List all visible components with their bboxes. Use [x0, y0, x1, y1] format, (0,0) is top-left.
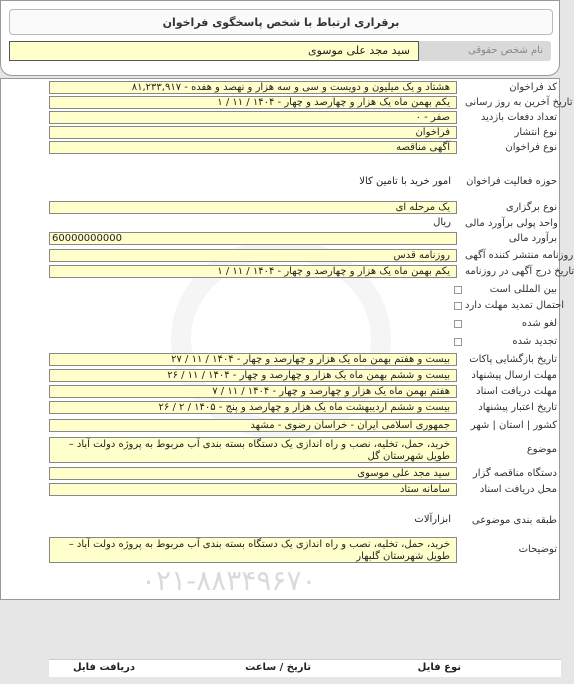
field-checkbox[interactable]	[454, 320, 462, 328]
field-row	[1, 300, 565, 311]
field-label: تاریخ درج آگهی در روزنامه	[465, 266, 574, 277]
field-value: ریال	[433, 217, 451, 228]
field-label: لغو شده	[521, 318, 557, 329]
field-label: حوزه فعالیت فراخوان	[466, 176, 557, 187]
field-row	[1, 337, 561, 347]
field-label: موضوع	[526, 444, 557, 455]
field-value: خرید، حمل، تخلیه، نصب و راه اندازی یک دستگاه بسته بندی آب مربوط به پروژه دولت آباد – طویل شهرستان گلبهار	[49, 537, 457, 563]
field-value: امور خرید با تامین کالا	[359, 176, 451, 187]
attachments-header	[49, 659, 561, 677]
contact-card-title: برقراری ارتباط با شخص پاسخگوی فراخوان	[9, 9, 553, 35]
field-label: روزنامه منتشر کننده آگهی	[465, 250, 574, 261]
field-value: ۰ - صفر	[49, 111, 457, 124]
field-value: ۷ / ۱۱ / ۱۴۰۴ - هفتم بهمن ماه یک هزار و چهارصد و چهار	[49, 385, 457, 398]
field-row	[1, 232, 561, 245]
field-value: 60000000000	[49, 232, 457, 245]
watermark-phone: ۰۲۱-۸۸۳۴۹۶۷۰	[141, 564, 317, 597]
field-value: ابزارآلات	[414, 514, 451, 525]
field-row	[1, 249, 574, 262]
field-label: واحد پولی برآورد مالی	[465, 218, 558, 229]
field-row	[1, 437, 561, 463]
field-label: نوع انتشار	[514, 127, 557, 138]
field-value: سامانه ستاد	[49, 483, 457, 496]
field-row	[1, 167, 561, 197]
field-label: نوع برگزاری	[505, 202, 557, 213]
download-header: دریافت فایل	[73, 662, 135, 673]
field-label: تاریخ بازگشایی پاکات	[469, 354, 557, 365]
field-row	[1, 401, 561, 414]
field-label: دستگاه مناقصه گزار	[472, 468, 557, 479]
field-label: کد فراخوان	[509, 82, 557, 93]
field-row	[1, 419, 561, 432]
field-value: آگهی مناقصه	[49, 141, 457, 154]
field-value: ۱ / ۱۱ / ۱۴۰۴ - یکم بهمن ماه یک هزار و چهارصد و چهار	[49, 265, 457, 278]
contact-card	[0, 0, 560, 76]
field-value: ۲۶ / ۱۱ / ۱۴۰۴ - بیست و ششم بهمن ماه یک هزار و چهارصد و چهار	[49, 369, 457, 382]
file-type-header: نوع فایل	[417, 662, 461, 673]
field-row	[1, 385, 561, 398]
field-label: محل دریافت اسناد	[479, 484, 557, 495]
field-row	[1, 511, 561, 531]
field-value: یک مرحله ای	[49, 201, 457, 214]
field-value: روزنامه قدس	[49, 249, 457, 262]
field-row	[1, 467, 561, 480]
field-label: مهلت ارسال پیشنهاد	[471, 370, 557, 381]
field-row	[1, 111, 561, 124]
field-label: تجدید شده	[512, 336, 557, 347]
field-value: ۲۶ / ۲ / ۱۴۰۵ - بیست و ششم اردیبهشت ماه یک هزار و چهارصد و پنج	[49, 401, 457, 414]
field-value: ۲۷ / ۱۱ / ۱۴۰۴ - بیست و هفتم بهمن ماه یک هزار و چهارصد و چهار	[49, 353, 457, 366]
field-checkbox[interactable]	[454, 302, 462, 310]
field-row	[1, 483, 561, 496]
contact-label: نام شخص حقوقی	[417, 41, 551, 61]
field-checkbox[interactable]	[454, 338, 462, 346]
date-time-header: تاریخ / ساعت	[245, 662, 311, 673]
field-label: بین المللی است	[489, 284, 557, 295]
field-row	[1, 369, 561, 382]
field-label: مهلت دریافت اسناد	[476, 386, 557, 397]
field-label: تاریخ آخرین به روز رسانی	[465, 97, 573, 108]
field-value: خرید، حمل، تخلیه، نصب و راه اندازی یک دستگاه بسته بندی آب مربوط به پروژه دولت آباد – طویل شهرستان گل	[49, 437, 457, 463]
field-label: برآورد مالی	[508, 233, 557, 244]
field-label: توضیحات	[518, 544, 557, 555]
field-value: ۸۱,۲۳۳,۹۱۷ - هشتاد و یک میلیون و دویست و سی و سه هزار و نهصد و هفده	[49, 81, 457, 94]
field-value: ۱ / ۱۱ / ۱۴۰۴ - یکم بهمن ماه یک هزار و چهارصد و چهار	[49, 96, 457, 109]
field-value: جمهوری اسلامی ایران - خراسان رضوی - مشهد	[49, 419, 457, 432]
field-label: تعداد دفعات بازدید	[480, 112, 557, 123]
field-row	[1, 81, 561, 94]
field-row	[1, 319, 561, 329]
field-row	[1, 265, 574, 278]
contact-value: سید مجد علی موسوی	[9, 41, 419, 61]
field-checkbox[interactable]	[454, 286, 462, 294]
field-row	[1, 537, 561, 563]
field-row	[1, 141, 561, 154]
field-row	[1, 96, 573, 109]
field-value: فراخوان	[49, 126, 457, 139]
field-label: طبقه بندی موضوعی	[471, 515, 557, 526]
field-row	[1, 353, 561, 366]
field-row	[1, 285, 561, 295]
field-label: تاریخ اعتبار پیشنهاد	[478, 402, 557, 413]
field-row	[1, 201, 561, 214]
field-label: کشور | استان | شهر	[470, 420, 557, 431]
field-label: نوع فراخوان	[505, 142, 557, 153]
field-label: احتمال تمدید مهلت دارد	[465, 300, 565, 311]
field-value: سید مجد علی موسوی	[49, 467, 457, 480]
field-row	[1, 217, 561, 230]
field-row	[1, 126, 561, 139]
tender-details	[0, 78, 574, 673]
